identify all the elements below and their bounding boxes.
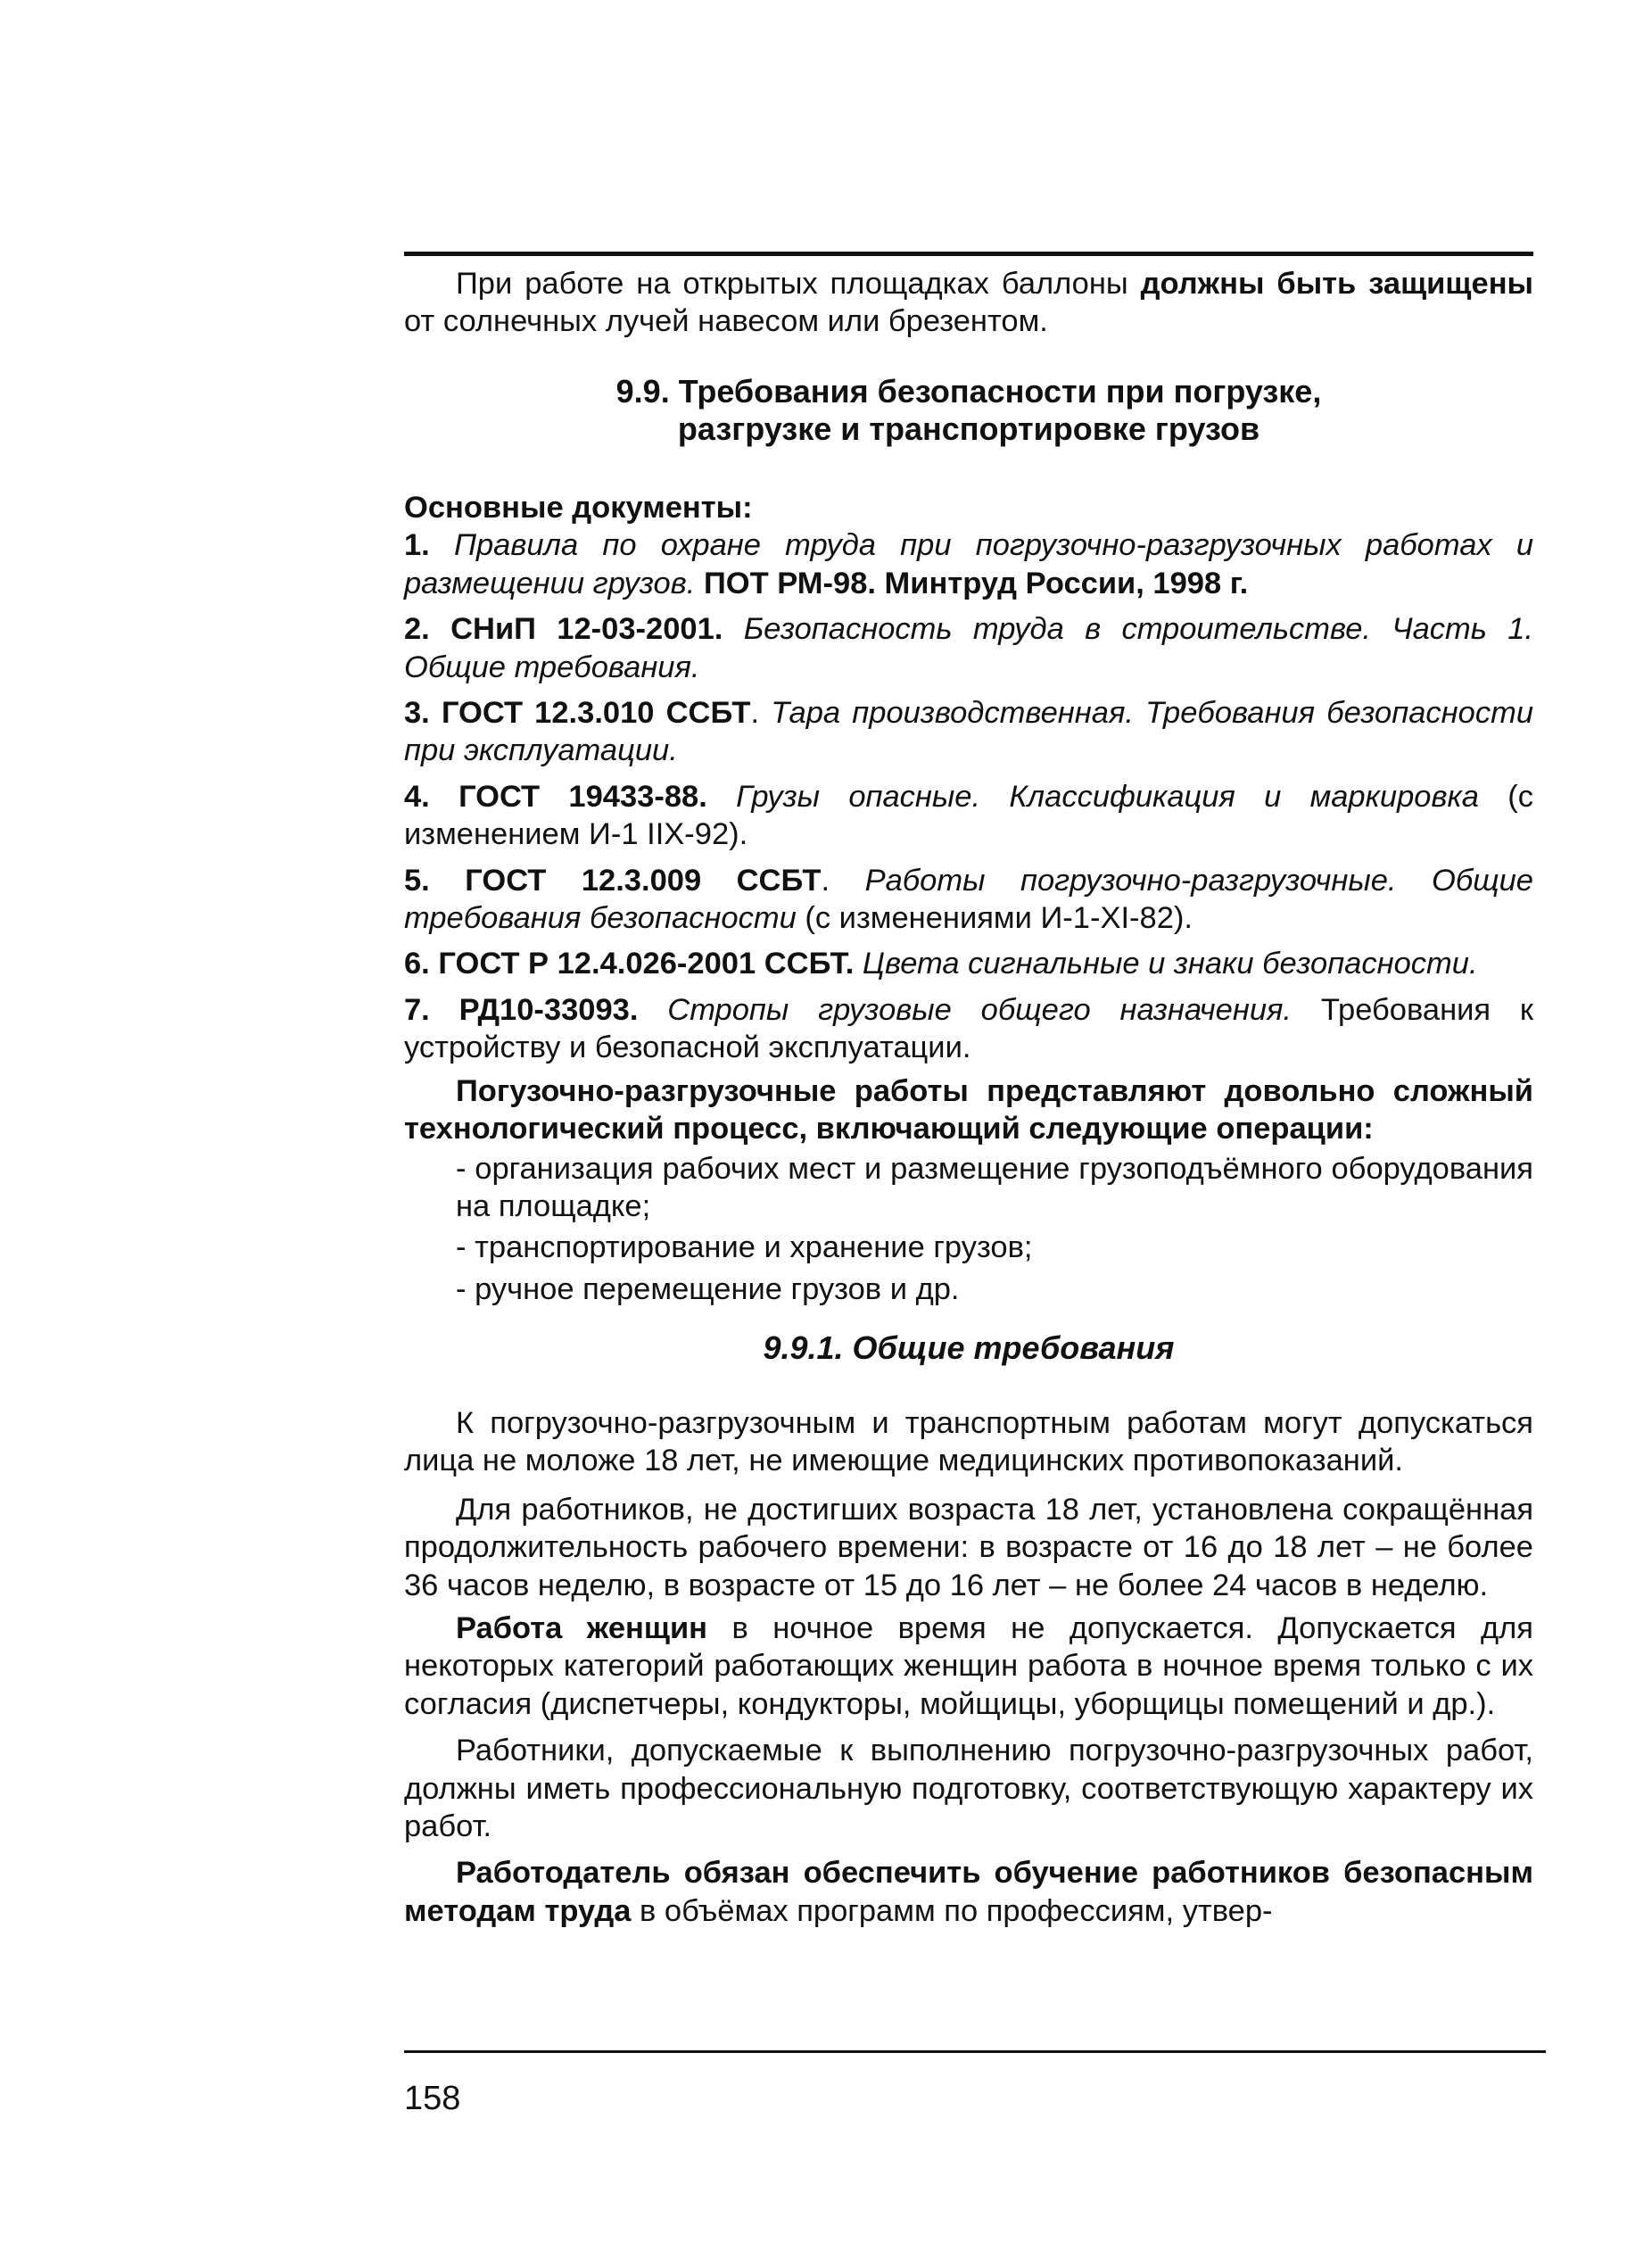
page-number: 158 (404, 2080, 461, 2117)
top-paragraph-bold: должны быть защищены (1140, 267, 1533, 301)
paragraph-3: Работа женщин в ночное время не допускается. Допускается для некоторых категорий работающих женщин работа в ночное время только с их согласия (диспетчеры, кондукторы, мойщицы, уборщицы помещений и др.). (404, 1611, 1533, 1721)
body-section (404, 1404, 1533, 1930)
top-paragraph-end: от солнечных лучей навесом или брезентом. (404, 304, 1048, 339)
section-heading-line1: 9.9. Требования безопасности при погрузке, (615, 373, 1322, 410)
operation-item-1: - организация рабочих мест и размещение грузоподъёмного оборудования на площадке; (456, 1151, 1533, 1223)
document-item-4: 4. ГОСТ 19433-88. Грузы опасные. Классификация и маркировка (с изменением И-1 IIX-92). (404, 779, 1533, 852)
document-item-1: 1. Правила по охране труда при погрузочно-разгрузочных работах и размещении грузов. ПОТ РМ-98. Минтруд России, 1998 г. (404, 528, 1534, 600)
paragraph-4: Работники, допускаемые к выполнению погрузочно-разгрузочных работ, должны иметь профессиональную подготовку, соответствующую характеру их работ. (404, 1734, 1533, 1844)
operation-item-2: - транспортирование и хранение грузов; (456, 1230, 1033, 1265)
documents-section (404, 489, 1533, 1308)
bottom-rule (404, 2050, 1546, 2053)
document-item-3: 3. ГОСТ 12.3.010 ССБТ. Тара производственная. Требования безопасности при эксплуатации. (404, 696, 1534, 768)
document-item-5: 5. ГОСТ 12.3.009 ССБТ. Работы погрузочно-разгрузочные. Общие требования безопасности (с изменениями И-1-XI-82). (404, 863, 1533, 936)
top-paragraph-start: При работе на открытых площадках баллоны (456, 267, 1141, 301)
subsection-heading: 9.9.1. Общие требования (763, 1329, 1175, 1366)
paragraph-1: К погрузочно-разгрузочным и транспортным работам могут допускаться лица не моложе 18 лет, не имеющие медицинских противопоказаний. (404, 1406, 1533, 1478)
documents-label: Основные документы: (404, 491, 753, 525)
document-item-7: 7. РД10-33093. Стропы грузовые общего назначения. Требования к устройству и безопасной эксплуатации. (404, 992, 1534, 1065)
operations-intro: Погузочно-разгрузочные работы представляют довольно сложный технологический процесс, включающий следующие операции: (404, 1073, 1533, 1146)
document-item-6: 6. ГОСТ Р 12.4.026-2001 ССБТ. Цвета сигнальные и знаки безопасности. (404, 947, 1478, 981)
operation-item-3: - ручное перемещение грузов и др. (456, 1271, 960, 1306)
paragraph-5: Работодатель обязан обеспечить обучение работников безопасным методам труда в объёмах программ по профессиям, утвер- (404, 1856, 1533, 1928)
paragraph-2: Для работников, не достигших возраста 18 лет, установлена сокращённая продолжительность рабочего времени: в возрасте от 16 до 18 лет – не более 36 часов неделю, в возрасте от 15 до 16 лет – не более 24 часов в неделю. (404, 1492, 1533, 1602)
top-rule (404, 252, 1533, 256)
top-paragraph (404, 265, 1533, 341)
section-heading-line2: разгрузке и транспортировке грузов (677, 410, 1260, 447)
document-item-2: 2. СНиП 12-03-2001. Безопасность труда в строительстве. Часть 1. Общие требования. (404, 612, 1533, 684)
